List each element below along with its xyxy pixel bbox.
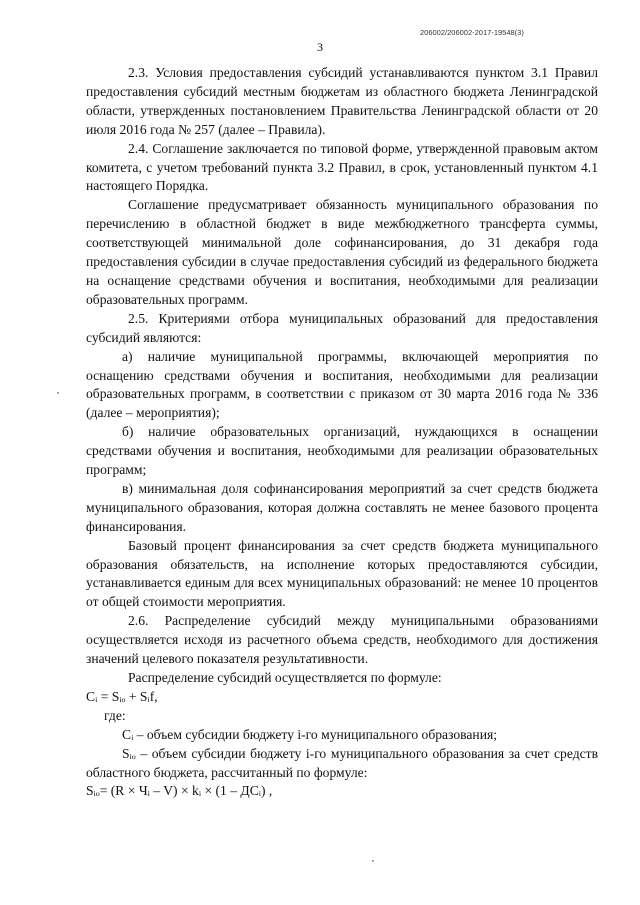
definition-ci: Cᵢ – объем субсидии бюджету i-го муниципального образования;: [122, 726, 498, 742]
formula-subsidy-total: Cᵢ = Sᵢₒ + Sᵢf,: [86, 688, 158, 704]
document-body: [86, 64, 598, 801]
paragraph-2-6: 2.6. Распределение субсидий между муниципальными образованиями осуществляется исходя из расчетного объема средств, необходимого для достижения значений целевого показателя результативности.: [86, 613, 598, 667]
document-id: 206002/206002-2017-19548(3): [420, 28, 524, 37]
where-label: где:: [104, 707, 126, 723]
paragraph-formula-intro: Распределение субсидий осуществляется по формуле:: [128, 670, 442, 685]
definition-sio: Sᵢₒ – объем субсидии бюджету i-го муниципального образования за счет средств областного бюджета, рассчитанный по формуле:: [86, 745, 598, 780]
paragraph-2-3: 2.3. Условия предоставления субсидий устанавливаются пунктом 3.1 Правил предоставления субсидий местным бюджетам из областного бюджета Ленинградской области, утвержденных постановлением Правительства Ленинградской области от 20 июля 2016 года № 257 (далее – Правила).: [86, 65, 598, 137]
page-number: 3: [317, 40, 323, 54]
scan-speck: [57, 392, 59, 394]
formula-regional-subsidy: Sᵢₒ= (R × Чᵢ – V) × kᵢ × (1 – ДСᵢ) ,: [86, 783, 273, 799]
paragraph-base-percent: Базовый процент финансирования за счет средств бюджета муниципального образования обязательств, на исполнение которых предоставляются субсидии, устанавливается единым для всех муниципальных образований: не менее 10 процентов от общей стоимости мероприятия.: [86, 537, 598, 610]
scan-speck: [372, 860, 374, 862]
paragraph-2-5: 2.5. Критериями отбора муниципальных образований для предоставления субсидий являются:: [86, 310, 598, 345]
criterion-a: а) наличие муниципальной программы, включающей мероприятия по оснащению средствами обучения и воспитания, необходимыми для реализации образовательных программ, в соответствии с приказом от 30 марта 2016 года № 336 (далее – мероприятия);: [86, 348, 598, 421]
paragraph-2-4: 2.4. Соглашение заключается по типовой форме, утвержденной правовым актом комитета, с учетом требований пункта 3.2 Правил, в срок, установленный пунктом 4.1 настоящего Порядка.: [86, 140, 598, 194]
criterion-c: в) минимальная доля софинансирования мероприятий за счет средств бюджета муниципального образования, которая должна составлять не менее базового процента финансирования.: [86, 480, 598, 534]
criterion-b: б) наличие образовательных организаций, нуждающихся в оснащении средствами обучения и воспитания, необходимыми для реализации образовательных программ;: [86, 424, 598, 478]
paragraph-agreement: Соглашение предусматривает обязанность муниципального образования по перечислению в областной бюджет в виде межбюджетного трансферта суммы, соответствующей минимальной доле софинансирования, до 31 декабря года предоставления субсидии в случае предоставления субсидий из федерального бюджета на оснащение средствами обучения и воспитания, необходимыми для реализации образовательных программ.: [86, 197, 598, 307]
